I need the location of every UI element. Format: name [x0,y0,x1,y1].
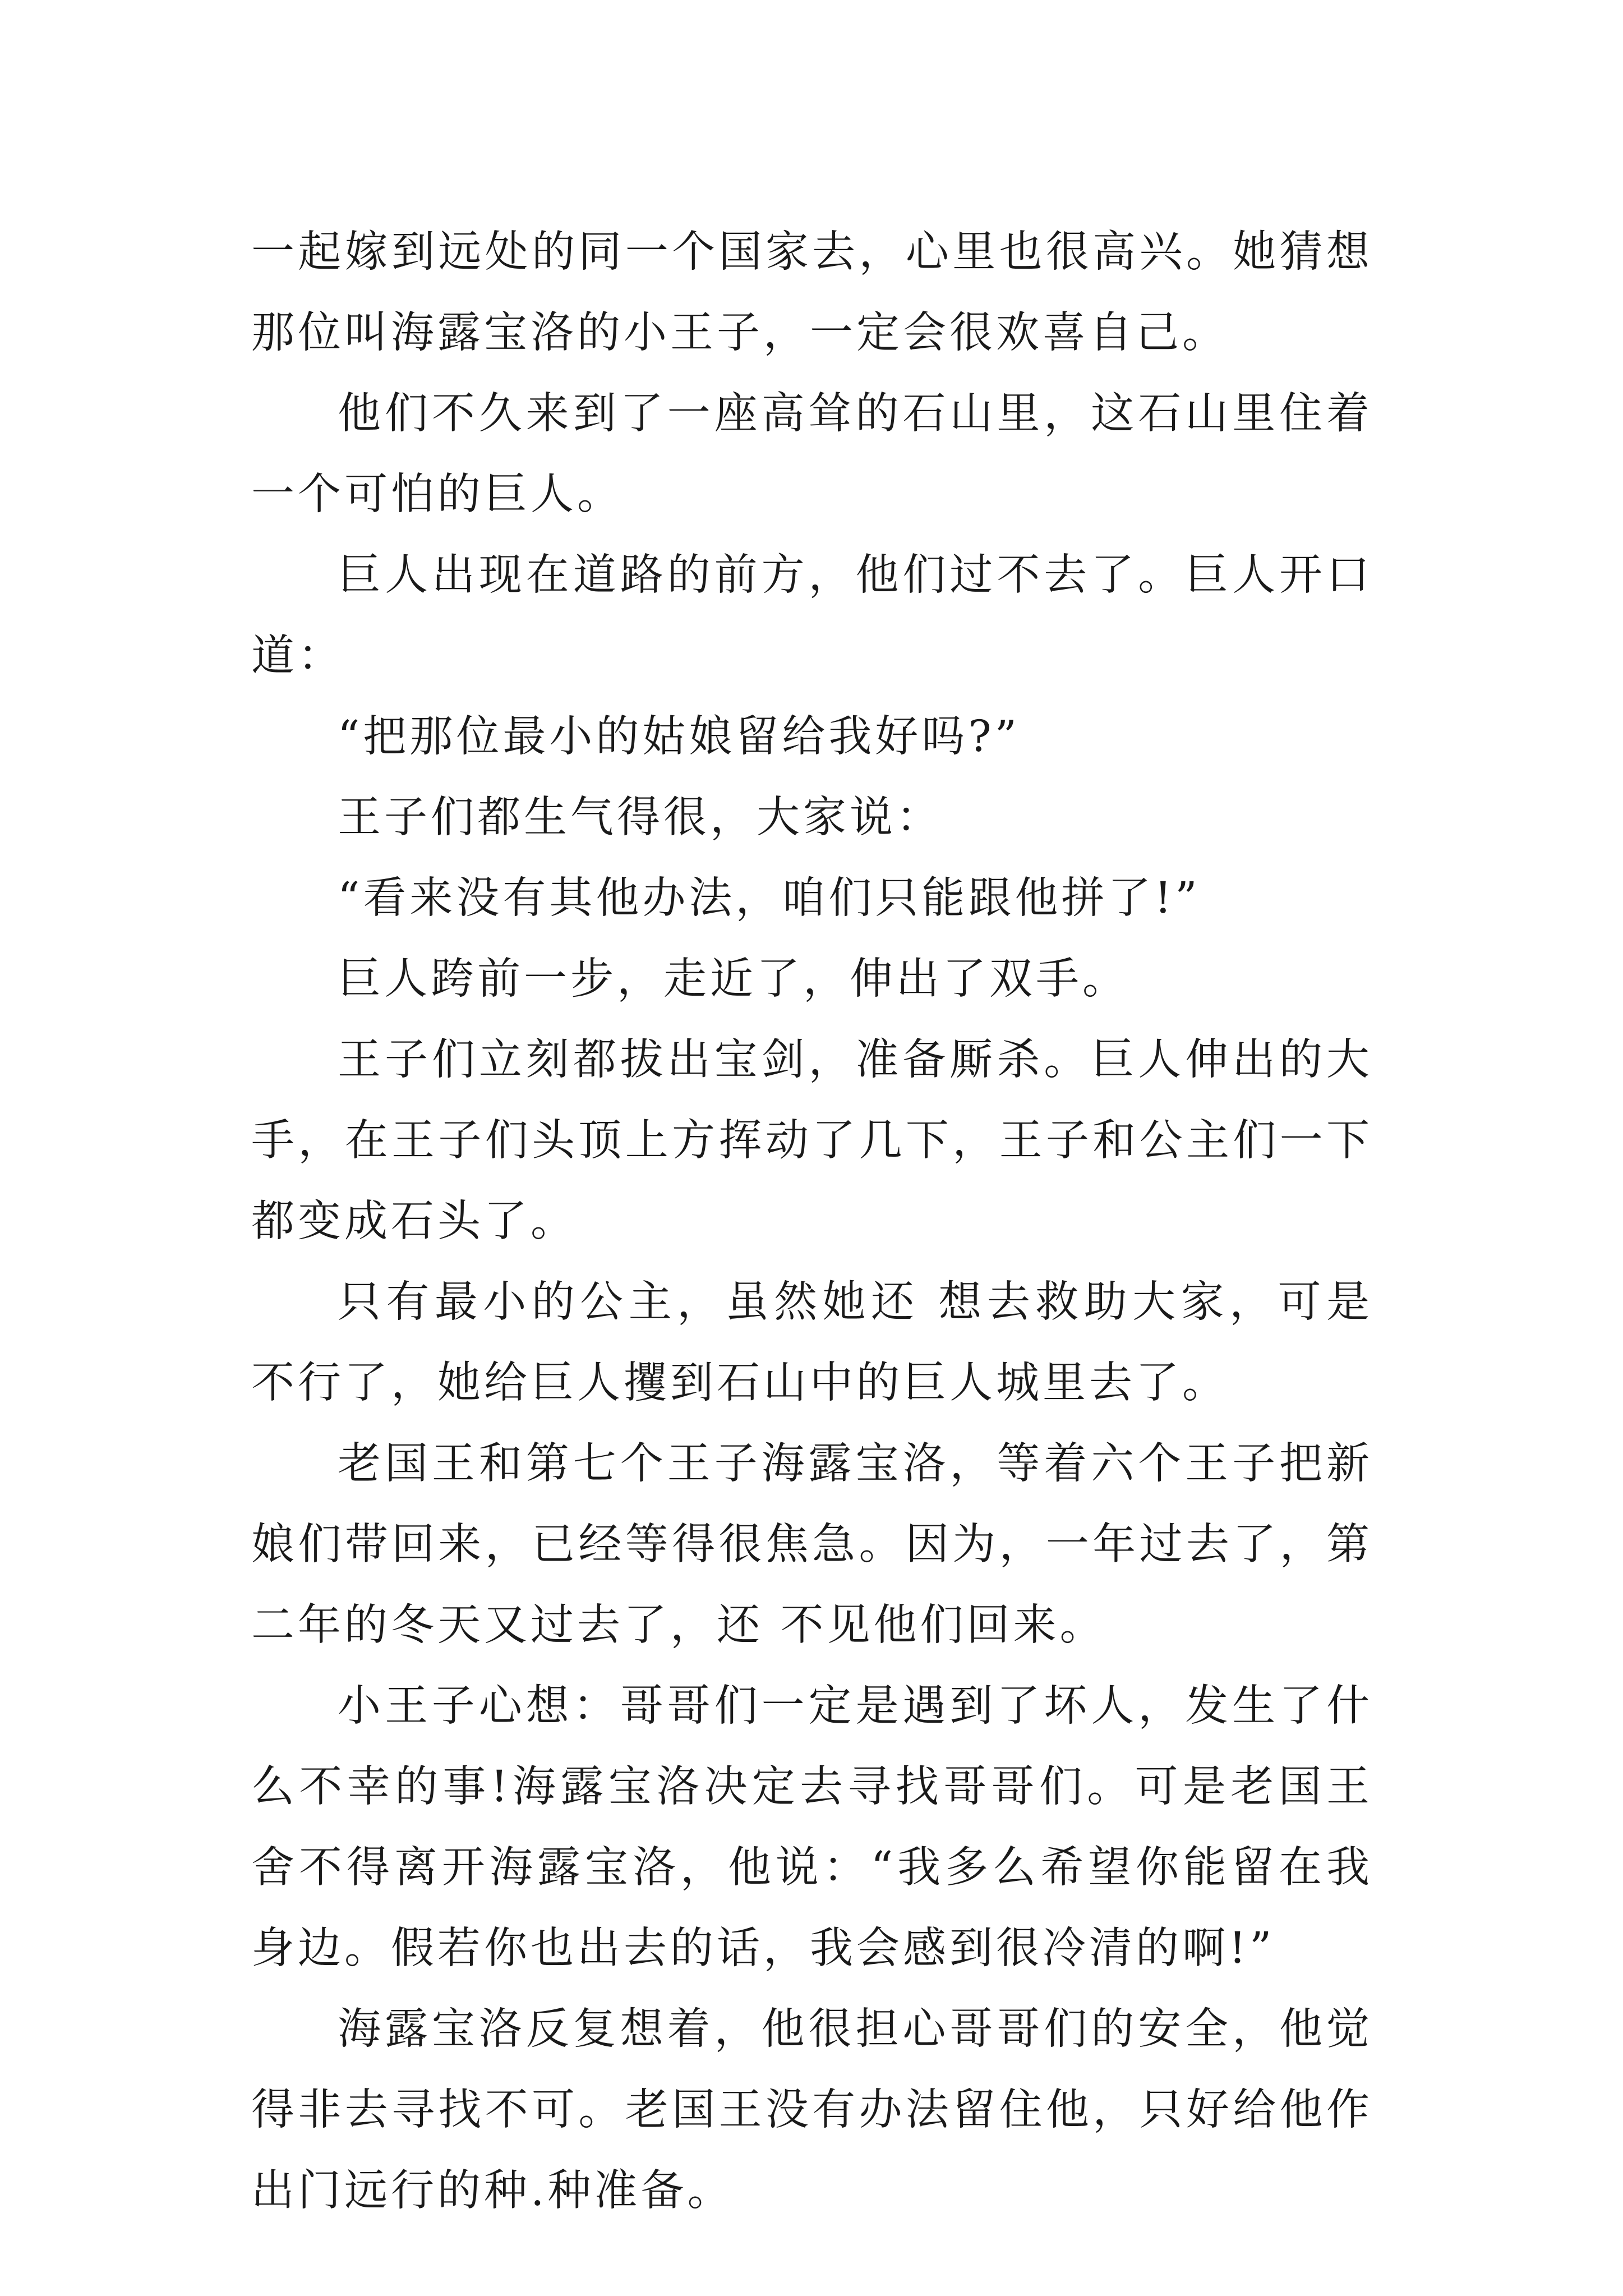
paragraph: 小王子心想：哥哥们一定是遇到了坏人，发生了什么不幸的事!海露宝洛决定去寻找哥哥们。可是老国王舍不得离开海露宝洛，他说：“我多么希望你能留在我身边。假若你也出去的话，我会感到很冷清的啊!” [251,1681,1373,1973]
paragraph: 老国王和第七个王子海露宝洛，等着六个王子把新娘们带回来，已经等得很焦急。因为，一年过去了，第二年的冬天又过去了，还 不见他们回来。 [251,1439,1373,1650]
paragraph: “把那位最小的姑娘留给我好吗?” [338,712,1021,762]
paragraph: 海露宝洛反复想着，他很担心哥哥们的安全，他觉得非去寻找不可。老国王没有办法留住他，只好给他作出门远行的种.种准备。 [251,2004,1373,2216]
paragraph: 巨人跨前一步，走近了，伸出了双手。 [338,954,1129,1004]
paragraph: “看来没有其他办法，咱们只能跟他拼了!” [338,873,1201,923]
paragraph: 他们不久来到了一座高耸的石山里，这石山里住着一个可怕的巨人。 [251,389,1373,519]
paragraph: 巨人出现在道路的前方，他们过不去了。巨人开口道： [251,550,1373,681]
paragraph: 王子们都生气得很，大家说： [338,793,943,843]
body-text [251,212,1373,2231]
paragraph: 王子们立刻都拔出宝剑，准备厮杀。巨人伸出的大手，在王子们头顶上方挥动了几下，王子和公主们一下都变成石头了。 [251,1035,1373,1246]
paragraph: 一起嫁到远处的同一个国家去，心里也很高兴。她猜想那位叫海露宝洛的小王子，一定会很欢喜自己。 [251,227,1373,358]
paragraph: 只有最小的公主，虽然她还 想去救助大家，可是不行了，她给巨人攫到石山中的巨人城里去了。 [251,1277,1373,1408]
